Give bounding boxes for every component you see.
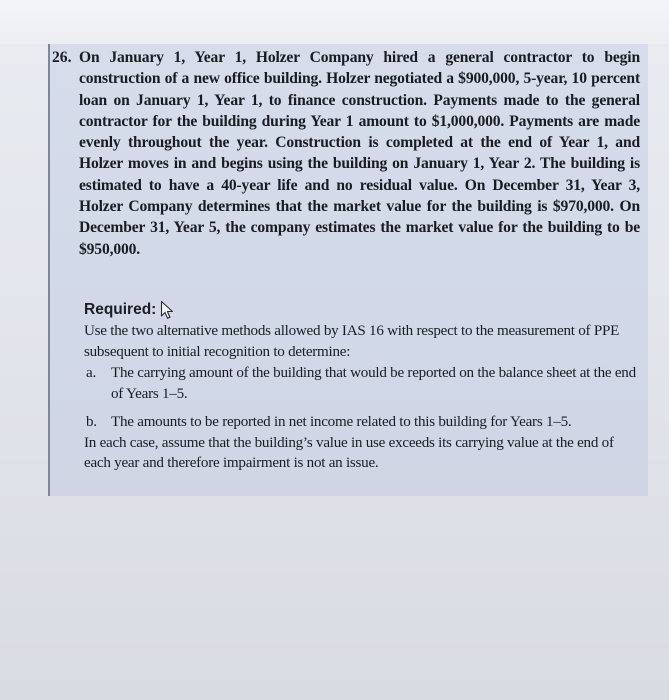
requirement-item-b — [84, 412, 640, 433]
required-closing: In each case, assume that the building’s value in use exceeds its carrying value at the end of each year and therefore impairment is not an issue. — [84, 434, 614, 471]
item-marker: b. — [86, 414, 97, 430]
item-text: The amounts to be reported in net income related to this building for Years 1–5. — [111, 414, 572, 430]
required-section — [84, 321, 640, 474]
required-heading: Required: — [84, 301, 157, 318]
required-intro: Use the two alternative methods allowed by IAS 16 with respect to the measurement of PPE subsequent to initial recognition to determine: — [84, 323, 620, 360]
requirement-item-a — [84, 363, 640, 404]
problem-text: On January 1, Year 1, Holzer Company hired a general contractor to begin construction of a new office building. Holzer negotiated a $900,000, 5-year, 10 percent loan on January 1, Year 1, to finance construction. Payments made to the general contractor for the building during Year 1 amount to $1,000,000. Payments are made evenly throughout the year. Construction is completed at the end of Year 1, and Holzer moves in and begins using the building on January 1, Year 2. The building is estimated to have a 40-year life and no residual value. On December 31, Year 3, Holzer Company determines that the market value for the building is $970,000. On December 31, Year 5, the company estimates the market value for the building to be $950,000. — [79, 49, 640, 258]
problem-statement — [52, 47, 640, 260]
problem-number: 26. — [52, 49, 72, 66]
mouse-pointer-icon — [160, 300, 176, 320]
item-marker: a. — [86, 365, 96, 381]
top-margin — [0, 0, 669, 44]
item-text: The carrying amount of the building that would be reported on the balance sheet at the end of Years 1–5. — [111, 365, 636, 402]
